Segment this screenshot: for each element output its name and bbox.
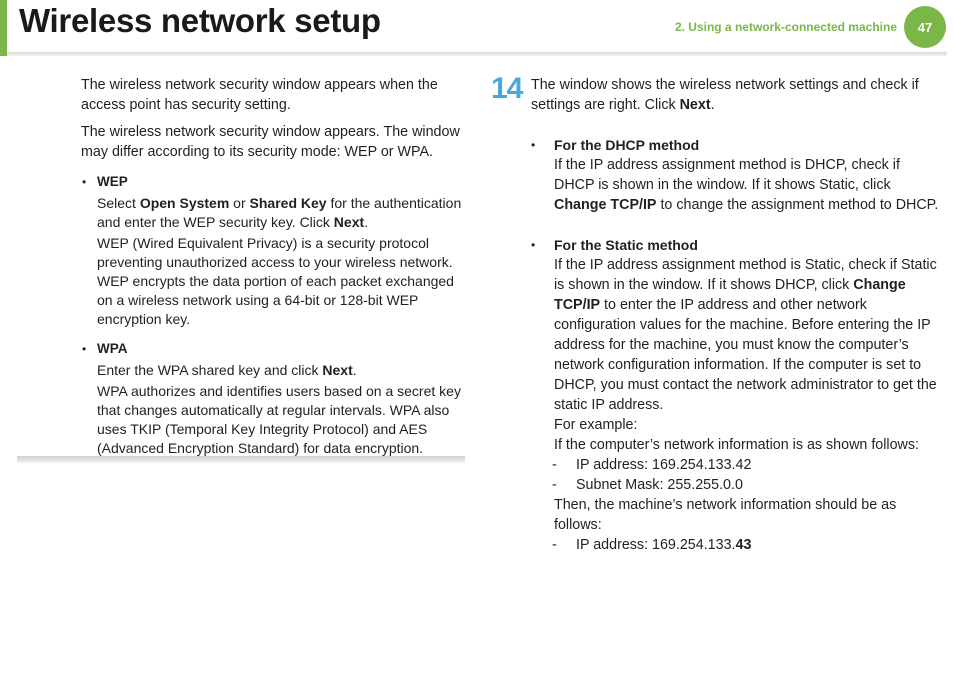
right-column <box>531 75 941 555</box>
intro-paragraph-1: The wireless network security window appears when the access point has security setting. <box>81 77 438 113</box>
wpa-heading: • WPA <box>81 339 465 359</box>
dhcp-body: If the IP address assignment method is DHCP, check if DHCP is shown in the window. If it shows Static, click Change TCP/IP to change the assignment method to DHCP. <box>554 157 939 213</box>
wpa-instruction: Enter the WPA shared key and click Next. <box>97 362 357 378</box>
machine-info-text: Then, the machine’s network information should be as follows: <box>554 497 897 533</box>
header-accent-bar <box>0 0 7 56</box>
for-example-text: For example: <box>554 417 638 433</box>
wep-heading: • WEP <box>81 172 465 192</box>
step-number: 14 <box>491 72 523 105</box>
dhcp-heading: • For the DHCP method <box>531 135 941 155</box>
wep-instruction: Select Open System or Shared Key for the authentication and enter the WEP security key. Click Next. <box>97 195 462 230</box>
intro-paragraph-2: The wireless network security window appears. The window may differ according to its security mode: WEP or WPA. <box>81 124 460 160</box>
section-divider <box>17 456 465 463</box>
page-title: Wireless network setup <box>19 2 381 39</box>
static-heading: • For the Static method <box>531 235 941 255</box>
page-number-badge: 47 <box>904 6 946 48</box>
subnet-mask-example: - Subnet Mask: 255.255.0.0 <box>531 475 941 495</box>
header-divider <box>7 52 947 56</box>
ip-address-example: - IP address: 169.254.133.42 <box>531 455 941 475</box>
machine-ip-example: - IP address: 169.254.133.43 <box>531 535 941 555</box>
computer-info-text: If the computer’s network information is as shown follows: <box>554 437 919 453</box>
step-intro: The window shows the wireless network settings and check if settings are right. Click Next. <box>531 77 919 113</box>
wep-description: WEP (Wired Equivalent Privacy) is a security protocol preventing unauthorized access to your wireless network. WEP encrypts the data portion of each packet exchanged on a wireless network using a 64-bit or 128-bit WEP encryption key. <box>97 235 454 327</box>
wpa-description: WPA authorizes and identifies users based on a secret key that changes automatically at regular intervals. WPA also uses TKIP (Temporal Key Integrity Protocol) and AES (Advanced Encryption Standard) for data encryption. <box>97 383 461 456</box>
left-column <box>81 75 465 460</box>
chapter-label: 2. Using a network-connected machine <box>674 20 897 34</box>
static-body: If the IP address assignment method is Static, check if Static is shown in the window. If it shows DHCP, click Change TCP/IP to enter the IP address and other network configuration values for the machine. Before entering the IP address for the machine, you must know the computer’s network configuration information. If the computer is set to DHCP, you must contact the network administrator to get the static IP address. <box>554 257 937 413</box>
